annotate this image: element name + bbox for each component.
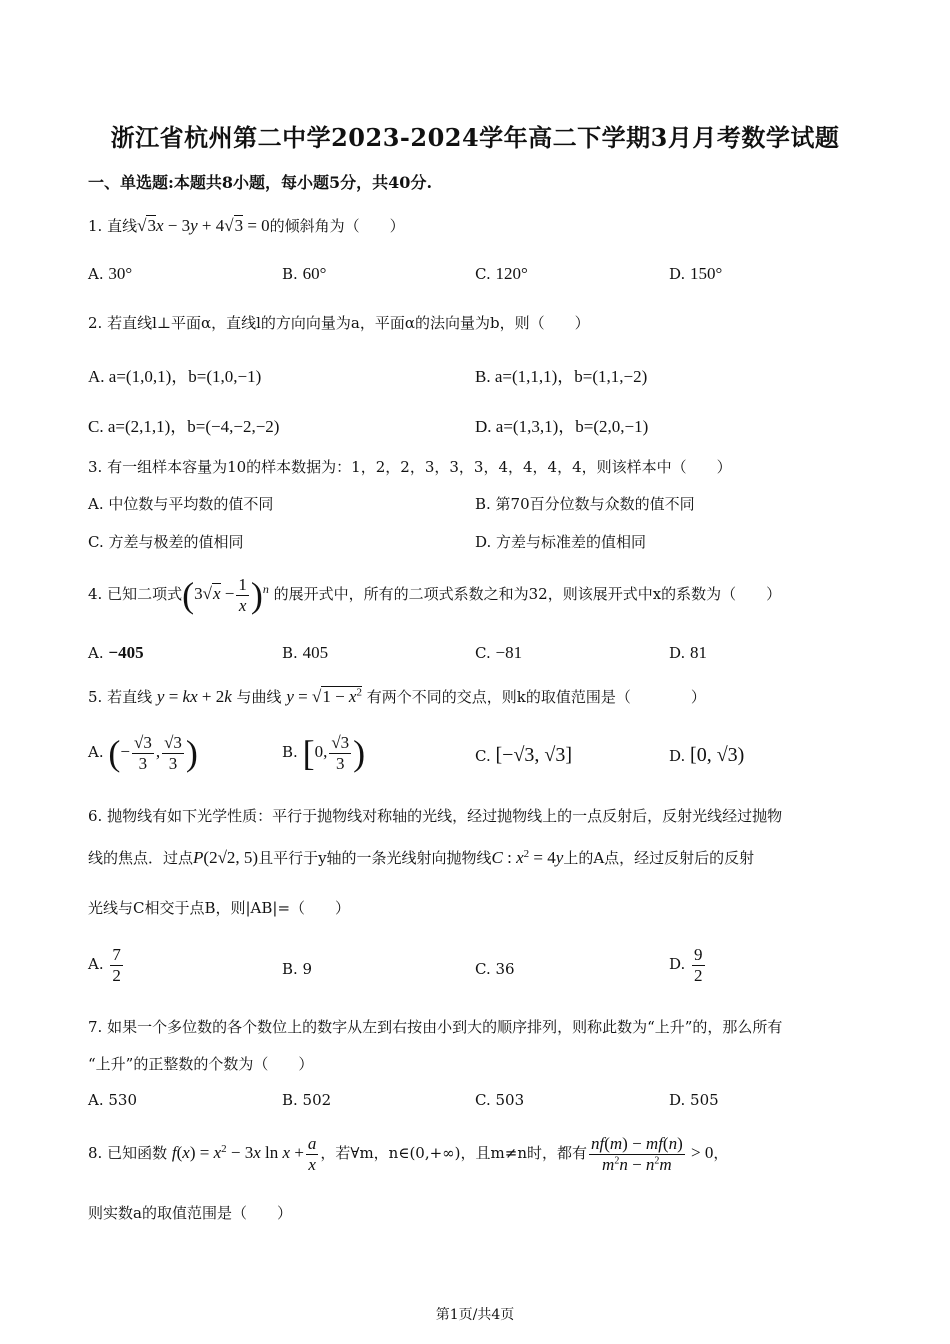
q3-option-d[interactable]: D. 方差与标准差的值相同 (475, 533, 647, 551)
q4-option-c[interactable]: C. −81 (475, 643, 523, 662)
question-8: 8. 已知函数 $f(x) = x^2 - 3x$ ln x + $\frac{a}{x}$ ，若∀m，n∈(0,+∞)，且m≠n时，都有 $\frac{nf(m) - mf(n)}{m^2n - n^2m}$ > 0， (88, 1134, 729, 1174)
q1-option-d[interactable]: D. 150° (669, 264, 723, 283)
q7-option-b[interactable]: B. 502 (282, 1091, 332, 1109)
q6-option-c[interactable]: C. 36 (475, 960, 515, 978)
question-3: 3. 有一组样本容量为10的样本数据为：1，2，2，3，3，3，4，4，4，4，则该样本中（ ） (88, 458, 732, 476)
q7-option-c[interactable]: C. 503 (475, 1091, 525, 1109)
question-7-line-2: “上升”的正整数的个数为（ ） (88, 1055, 314, 1073)
q3-option-a[interactable]: A. 中位数与平均数的值不同 (88, 495, 274, 513)
q7-option-d[interactable]: D. 505 (669, 1091, 719, 1109)
q6-option-a[interactable]: A. $\frac{7}{2}$ (88, 945, 121, 985)
question-6-line-3: 光线与C相交于点B，则|AB|=（ ） (88, 899, 351, 917)
question-6-line-1: 6. 抛物线有如下光学性质：平行于抛物线对称轴的光线，经过抛物线上的一点反射后，反射光线经过抛物 (88, 807, 783, 825)
q1-option-c[interactable]: C. 120° (475, 264, 528, 283)
q4-option-b[interactable]: B. 405 (282, 643, 329, 662)
q5-option-b[interactable]: B. [0, $\frac{√3}{3}$ ) (282, 732, 366, 773)
q1-option-b[interactable]: B. 60° (282, 264, 327, 283)
q2-option-d[interactable]: D. a=(1,3,1)，b=(2,0,−1) (475, 417, 649, 436)
q6-option-d[interactable]: D. $\frac{9}{2}$ (669, 945, 703, 985)
page-title: 浙江省杭州第二中学2023-2024学年高二下学期3月月考数学试题 (110, 123, 840, 152)
question-6-line-2: 线的焦点．过点P(2√2, 5)且平行于y轴的一条光线射向抛物线C : $x^2 = 4y$上的A点，经过反射后的反射 (88, 848, 755, 867)
q2-option-c[interactable]: C. a=(2,1,1)，b=(−4,−2,−2) (88, 417, 280, 436)
q4-option-d[interactable]: D. 81 (669, 643, 708, 662)
q3-option-c[interactable]: C. 方差与极差的值相同 (88, 533, 244, 551)
question-2: 2. 若直线l⊥平面α，直线l的方向向量为a，平面α的法向量为b，则（ ） (88, 314, 590, 332)
question-5: 5. 若直线 y = kx + 2k 与曲线 $y = √1 - x^2$ 有两个不同的交点，则k的取值范围是（ ） (88, 686, 706, 706)
equation-line: √3x − 3y + 4√3 = 0 (137, 216, 270, 235)
question-1: 1. 直线√3x − 3y + 4√3 = 0的倾斜角为（ ） (88, 216, 405, 235)
q1-option-a[interactable]: A. 30° (88, 264, 133, 283)
q2-option-a[interactable]: A. a=(1,0,1)，b=(1,0,−1) (88, 367, 262, 386)
q5-option-d[interactable]: D. [0, √3) (669, 744, 745, 766)
q5-option-c[interactable]: C. [−√3, √3] (475, 744, 573, 766)
q2-option-b[interactable]: B. a=(1,1,1)，b=(1,1,−2) (475, 367, 648, 386)
q5-option-a[interactable]: A. (− $\frac{√3}{3}$ , $\frac{√3}{3}$ ) (88, 732, 198, 773)
question-8-line-2: 则实数a的取值范围是（ ） (88, 1204, 292, 1222)
section-heading: 一、单选题:本题共8小题，每小题5分，共40分. (88, 173, 433, 192)
q3-option-b[interactable]: B. 第70百分位数与众数的值不同 (475, 495, 695, 513)
q4-option-a[interactable]: A. −405 (88, 643, 144, 662)
question-4: 4. 已知二项式(3√x − $\frac{1}{x}$ )$^n$ 的展开式中，所有的二项式系数之和为32，则该展开式中x的系数为（ ） (88, 574, 782, 615)
page-footer: 第1页/共4页 (435, 1307, 515, 1323)
q7-option-a[interactable]: A. 530 (88, 1091, 137, 1109)
question-7-line-1: 7. 如果一个多位数的各个数位上的数字从左到右按由小到大的顺序排列，则称此数为“上升”的，那么所有 (88, 1018, 783, 1036)
q6-option-b[interactable]: B. 9 (282, 960, 313, 978)
